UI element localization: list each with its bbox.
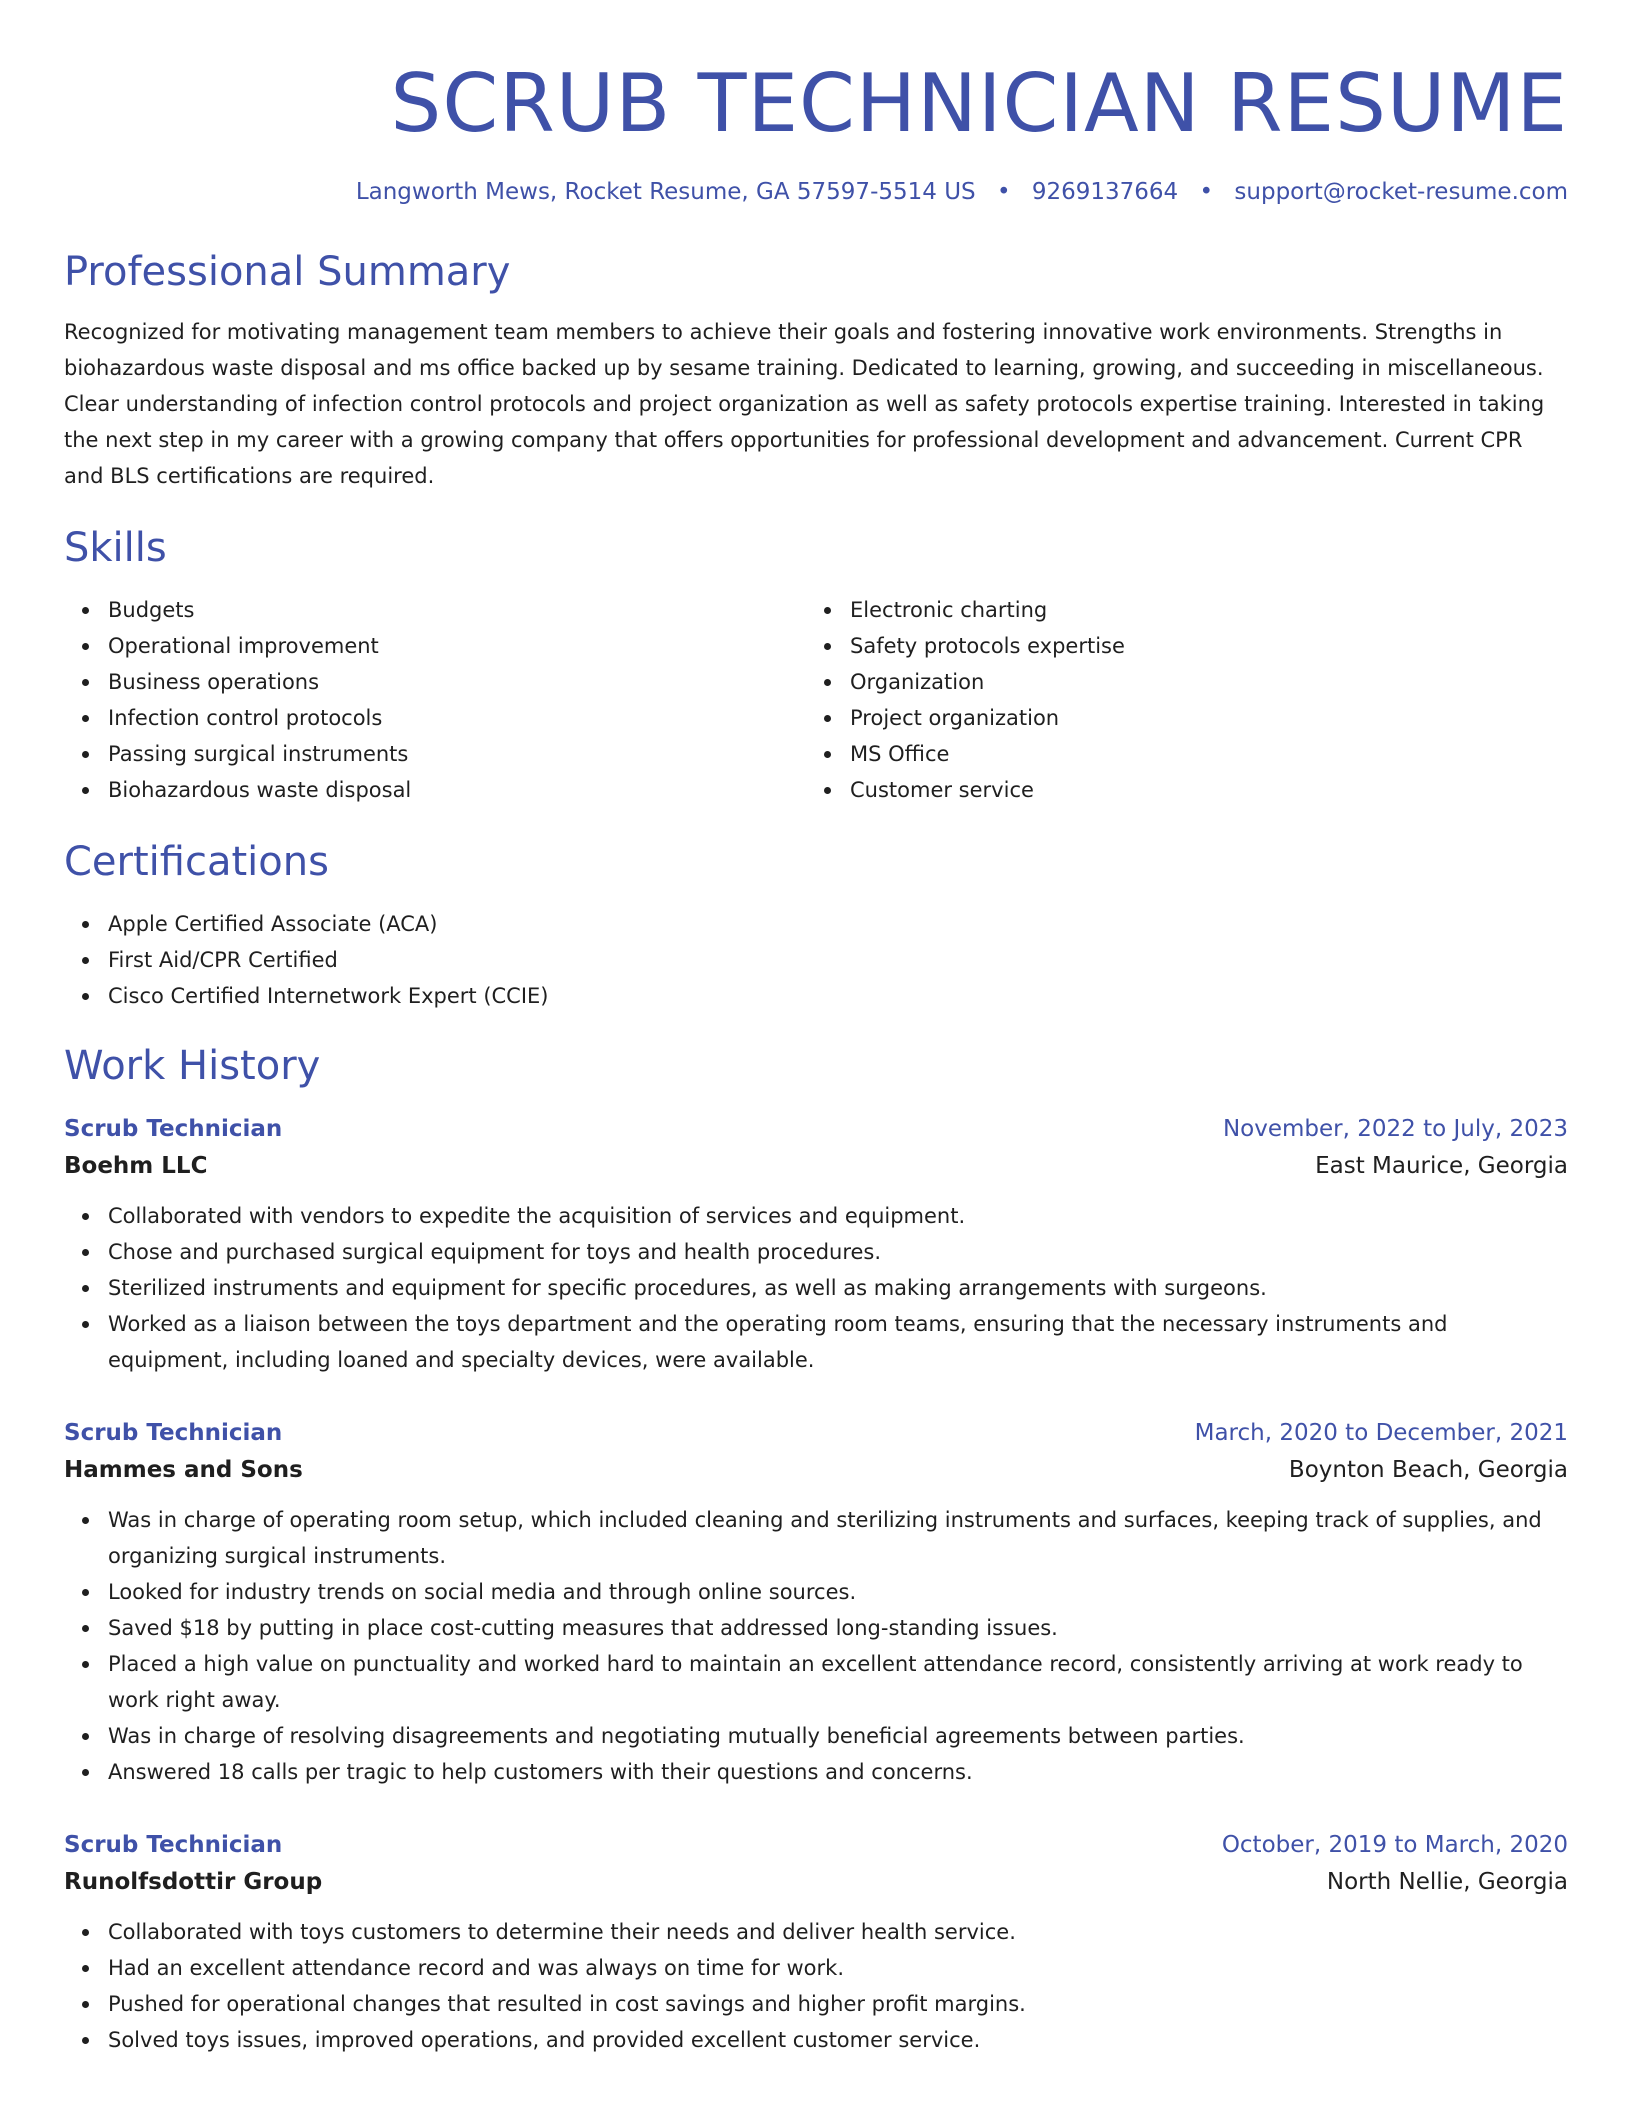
job-title: Scrub Technician <box>64 1832 283 1858</box>
skill-item: Budgets <box>108 592 806 628</box>
contact-email[interactable]: support@rocket-resume.com <box>1234 179 1568 205</box>
summary-heading: Professional Summary <box>64 249 511 295</box>
resume-title: SCRUB TECHNICIAN RESUME <box>390 57 1568 150</box>
certifications-heading: Certifications <box>64 839 329 885</box>
skills-column-left <box>64 592 806 808</box>
job-company-row <box>64 1146 1568 1186</box>
job-dates: March, 2020 to December, 2021 <box>1194 1420 1568 1446</box>
job-bullet: Placed a high value on punctuality and worked hard to maintain an excellent attendance record, consistently arriving at work ready to work right away. <box>108 1646 1568 1718</box>
skill-item: Passing surgical instruments <box>108 736 806 772</box>
job-company: Boehm LLC <box>64 1153 208 1179</box>
skill-item: Customer service <box>850 772 1548 808</box>
job-company: Runolfsdottir Group <box>64 1869 323 1895</box>
job-bullet: Saved $18 by putting in place cost-cutting measures that addressed long-standing issues. <box>108 1610 1568 1646</box>
job-company: Hammes and Sons <box>64 1457 303 1483</box>
job-bullet: Collaborated with vendors to expedite the acquisition of services and equipment. <box>108 1198 1568 1234</box>
skills-column-right <box>806 592 1548 808</box>
job-bullet: Chose and purchased surgical equipment for toys and health procedures. <box>108 1234 1568 1270</box>
certification-item: Apple Certified Associate (ACA) <box>108 906 1568 942</box>
job-location: North Nellie, Georgia <box>1326 1869 1568 1895</box>
job-bullet: Worked as a liaison between the toys department and the operating room teams, ensuring that the necessary instruments and equipment, including loaned and specialty devices, were available. <box>108 1306 1568 1378</box>
job-bullet: Sterilized instruments and equipment for specific procedures, as well as making arrangements with surgeons. <box>108 1270 1568 1306</box>
job-bullet: Was in charge of resolving disagreements and negotiating mutually beneficial agreements between parties. <box>108 1718 1568 1754</box>
job-bullet: Pushed for operational changes that resulted in cost savings and higher profit margins. <box>108 1986 1568 2022</box>
skill-item: Biohazardous waste disposal <box>108 772 806 808</box>
job-header-row <box>64 1112 1568 1146</box>
job-bullet: Looked for industry trends on social media and through online sources. <box>108 1574 1568 1610</box>
job-title: Scrub Technician <box>64 1116 283 1142</box>
contact-separator: • <box>996 179 1011 205</box>
job-header-row <box>64 1828 1568 1862</box>
job-location: East Maurice, Georgia <box>1315 1153 1568 1179</box>
certification-item: Cisco Certified Internetwork Expert (CCIE) <box>108 978 1568 1014</box>
skill-item: Organization <box>850 664 1548 700</box>
job-title: Scrub Technician <box>64 1420 283 1446</box>
skill-item: MS Office <box>850 736 1548 772</box>
skills-heading: Skills <box>64 525 167 571</box>
job-dates: November, 2022 to July, 2023 <box>1222 1116 1568 1142</box>
job-bullets <box>64 1914 1568 2058</box>
job-bullet: Collaborated with toys customers to determine their needs and deliver health service. <box>108 1914 1568 1950</box>
job-header-row <box>64 1416 1568 1450</box>
skill-item: Business operations <box>108 664 806 700</box>
job-bullet: Had an excellent attendance record and was always on time for work. <box>108 1950 1568 1986</box>
job-bullet: Answered 18 calls per tragic to help customers with their questions and concerns. <box>108 1754 1568 1790</box>
job-entry <box>64 1416 1568 1790</box>
job-bullet: Was in charge of operating room setup, which included cleaning and sterilizing instruments and surfaces, keeping track of supplies, and organizing surgical instruments. <box>108 1502 1568 1574</box>
skill-item: Safety protocols expertise <box>850 628 1548 664</box>
job-bullets <box>64 1198 1568 1378</box>
contact-phone: 9269137664 <box>1031 179 1179 205</box>
contact-address: Langworth Mews, Rocket Resume, GA 57597-5514 US <box>355 179 976 205</box>
job-dates: October, 2019 to March, 2020 <box>1221 1832 1568 1858</box>
certification-item: First Aid/CPR Certified <box>108 942 1568 978</box>
skill-item: Operational improvement <box>108 628 806 664</box>
skill-item: Electronic charting <box>850 592 1548 628</box>
skill-item: Project organization <box>850 700 1548 736</box>
contact-separator: • <box>1199 179 1214 205</box>
summary-text: Recognized for motivating management team members to achieve their goals and fostering innovative work environments. Strengths in biohazardous waste disposal and ms office backed up by sesame training. Dedicated to learning, growing, and succeeding in miscellaneous. Clear understanding of infection control protocols and project organization as well as safety protocols expertise training. Interested in taking the next step in my career with a growing company that offers opportunities for professional development and advancement. Current CPR and BLS certifications are required. <box>64 320 1545 488</box>
skill-item: Infection control protocols <box>108 700 806 736</box>
job-location: Boynton Beach, Georgia <box>1288 1457 1568 1483</box>
job-bullets <box>64 1502 1568 1790</box>
job-company-row <box>64 1862 1568 1902</box>
job-bullet: Solved toys issues, improved operations, and provided excellent customer service. <box>108 2022 1568 2058</box>
certifications-list <box>64 906 1568 1014</box>
contact-line <box>64 176 1568 208</box>
job-entry <box>64 1828 1568 2058</box>
skills-grid <box>64 592 1568 808</box>
job-company-row <box>64 1450 1568 1490</box>
work-history-heading: Work History <box>64 1043 321 1089</box>
job-entry <box>64 1112 1568 1378</box>
